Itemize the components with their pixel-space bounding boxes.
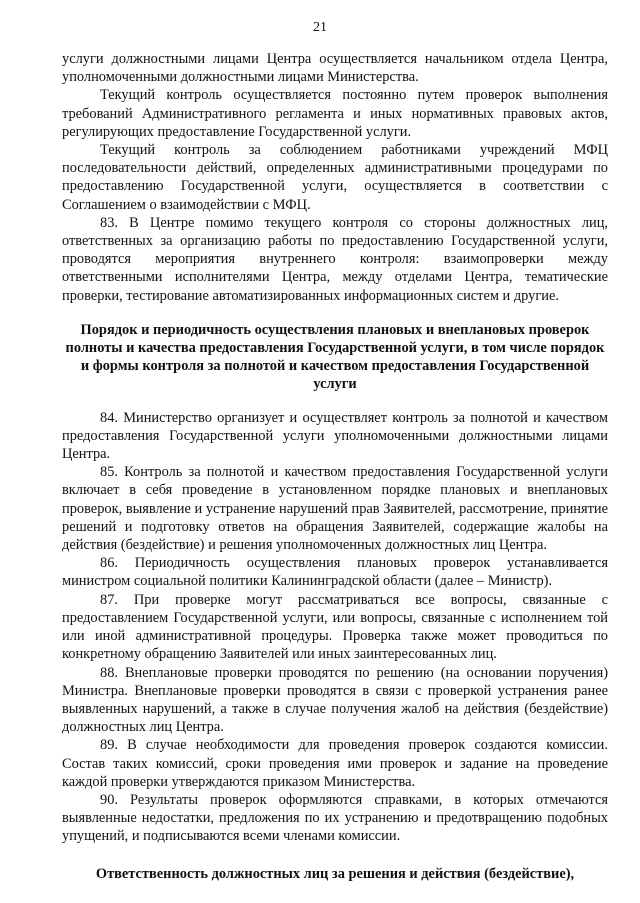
paragraph-continuation: услуги должностными лицами Центра осуществляется начальником отдела Центра, уполномоченными должностными лицами Министерства. <box>62 51 608 86</box>
paragraph-83: 83. В Центре помимо текущего контроля со стороны должностных лиц, ответственных за организацию работы по предоставлению Государственной услуги, проводятся мероприятия внутреннего контроля: взаимопроверки между ответственными исполнителями Центра, между отделами Центра, тематические проверки, тестирование автоматизированных информационных систем и другие. <box>62 214 608 304</box>
paragraph-current-control: Текущий контроль осуществляется постоянно путем проверок выполнения требований Административного регламента и иных нормативных правовых актов, регулирующих предоставление Государственной услуги. <box>62 87 608 140</box>
document-body <box>62 50 608 898</box>
paragraph-89: 89. В случае необходимости для проведения проверок создаются комиссии. Состав таких комиссий, сроки проведения ими проверок и задание на проведение каждой проверки утверждаются приказом Министерства. <box>62 737 608 790</box>
section-heading-responsibility: Ответственность должностных лиц за решения и действия (бездействие), <box>95 865 575 882</box>
paragraph-88: 88. Внеплановые проверки проводятся по решению (на основании поручения) Министра. Внеплановые проверки проводятся в связи с проверкой устранения ранее выявленных нарушений, а также в случае получения жалоб на действия (бездействие) должностных лиц Центра. <box>62 664 608 736</box>
section-heading-inspections: Порядок и периодичность осуществления плановых и внеплановых проверок полноты и качества предоставления Государственной услуги, в том числе порядок и формы контроля за полнотой и качеством предоставления Государственной услуги <box>65 321 605 393</box>
paragraph-90: 90. Результаты проверок оформляются справками, в которых отмечаются выявленные недостатки, предложения по их устранению и предотвращению подобных упущений, и подписываются всеми членами комиссии. <box>62 791 608 845</box>
paragraph-84: 84. Министерство организует и осуществляет контроль за полнотой и качеством предоставления Государственной услуги уполномоченными должностными лицами Центра. <box>62 409 608 463</box>
paragraph-87: 87. При проверке могут рассматриваться все вопросы, связанные с предоставлением Государственной услуги, или вопросы, связанные с исполнением той или иной административной процедуры. Проверка также может проводиться по конкретному обращению Заявителей или иных заинтересованных лиц. <box>62 591 608 663</box>
paragraph-86: 86. Периодичность осуществления плановых проверок устанавливается министром социальной политики Калининградской области (далее – Министр). <box>62 555 608 590</box>
page-number: 21 <box>313 20 327 35</box>
paragraph-85: 85. Контроль за полнотой и качеством предоставления Государственной услуги включает в себя проведение в установленном порядке плановых и внеплановых проверок, выявление и устранение нарушений прав Заявителей, рассмотрение, принятие решений и подготовку ответов на обращения Заявителей, содержащие жалобы на действия (бездействие) и решения уполномоченных должностных лиц Центра. <box>62 464 608 554</box>
paragraph-mfc-control: Текущий контроль за соблюдением работниками учреждений МФЦ последовательности действий, определенных административными процедурами по предоставлению Государственной услуги, осуществляется в соответствии с Соглашением о взаимодействии с МФЦ. <box>62 142 608 213</box>
